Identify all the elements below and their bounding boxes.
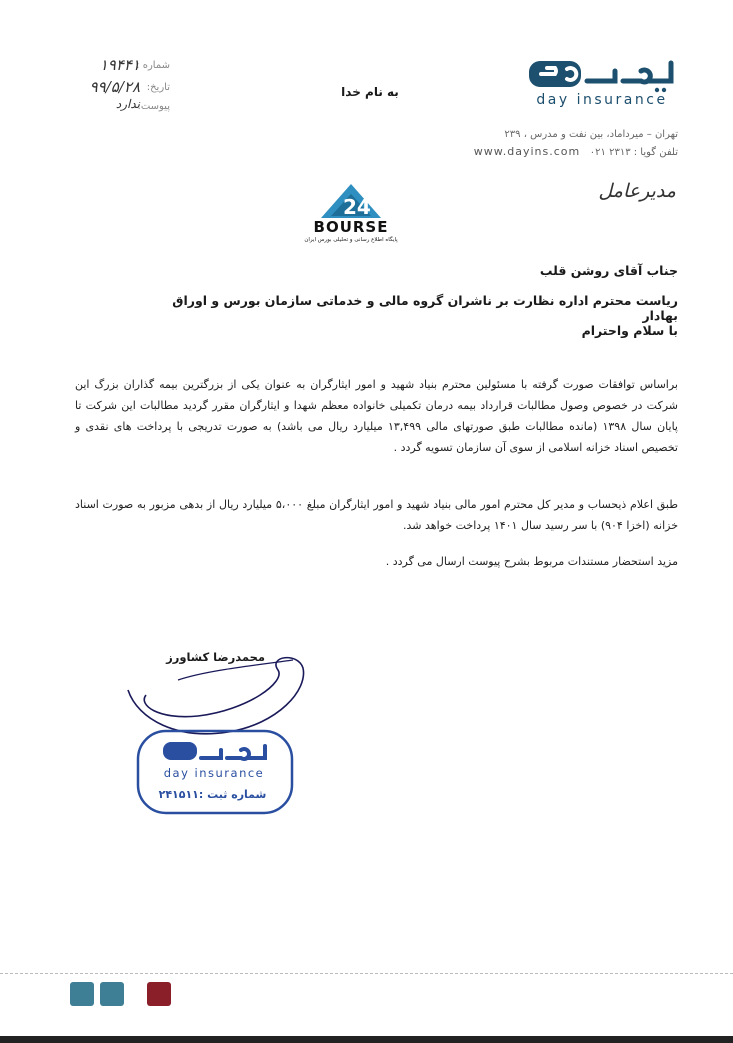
director-title: مدیرعامل — [598, 180, 676, 202]
company-website: www.dayins.com — [473, 145, 581, 158]
company-contact — [430, 145, 678, 158]
body-paragraph-3: مزید استحضار مستندات مربوط بشرح پیوست ارسال می گردد . — [385, 555, 678, 568]
company-phone: تلفن گویا : ۲۳۱۳ ۰۲۱ — [589, 147, 678, 158]
footer-square-teal-2 — [100, 982, 124, 1006]
letter-attachment-row — [60, 97, 170, 117]
stamp-brand-en: day insurance — [163, 766, 265, 780]
letter-date-row — [60, 78, 170, 98]
addressee-title: ریاست محترم اداره نظارت بر ناشران گروه مالی و خدماتی سازمان بورس و اوراق بهادار — [172, 293, 678, 323]
letter-attachment-value: ندارد — [115, 97, 140, 111]
company-address: تهران – میرداماد، بین نفت و مدرس ، ۲۳۹ — [504, 129, 678, 140]
letter-date-value: ۹۹/۵/۲۸ — [89, 78, 140, 96]
addressee-name: جناب آقای روشن قلب — [539, 263, 678, 278]
bourse-wordmark: BOURSE — [313, 218, 389, 236]
letter-date-label: تاریخ: — [146, 82, 170, 93]
letter-number-row — [60, 56, 170, 76]
bismillah: به نام خدا — [341, 85, 399, 99]
signer-name: محمدرضا کشاورز — [166, 650, 265, 664]
letter-attachment-label: پیوست: — [137, 101, 170, 112]
letter-number-value: ۱۹۴۴۱ — [99, 56, 140, 74]
footer-square-teal-1 — [70, 982, 94, 1006]
footer-divider — [0, 973, 733, 974]
footer-square-red — [147, 982, 171, 1006]
letter-number-label: شماره : — [136, 60, 170, 71]
body-paragraph-2: طبق اعلام ذیحساب و مدیر کل محترم امور مالی بنیاد شهید و امور ایثارگران مبلغ ۵،۰۰۰ میلیارد ریال از بدهی مزبور به صورت اسناد خزانه (اخزا ۹۰۴) با سر رسید سال ۱۴۰۱ پرداخت خواهد شد. — [75, 498, 678, 532]
stamp-registration: شماره ثبت :۲۴۱۵۱۱ — [158, 788, 267, 801]
footer-bar — [0, 1036, 733, 1043]
brand-name-en: day insurance — [536, 92, 668, 108]
svg-text:24: 24 — [343, 195, 371, 219]
body-paragraph-1: براساس توافقات صورت گرفته با مسئولین محترم بنیاد شهید و امور ایثارگران به عنوان یکی از بزرگترین بیمه گذاران بزرگ این شرکت در خصوص وصول مطالبات قرارداد بیمه درمان تکمیلی خانواده معظم شهدا و ایثارگران مقرر گردید مطالبات این شرکت تا پایان سال ۱۳۹۸ (مانده مطالبات طبق صورتهای مالی ۱۳,۴۹۹ میلیارد ریال می باشد) به صورت تدریجی با پرداخت های نقدی و تخصیص اسناد خزانه اسلامی از سوی آن سازمان تسویه گردد . — [75, 378, 678, 454]
greeting: با سلام واحترام — [581, 323, 678, 338]
bourse-subtitle: پایگاه اطلاع رسانی و تحلیلی بورس ایران — [304, 237, 398, 243]
